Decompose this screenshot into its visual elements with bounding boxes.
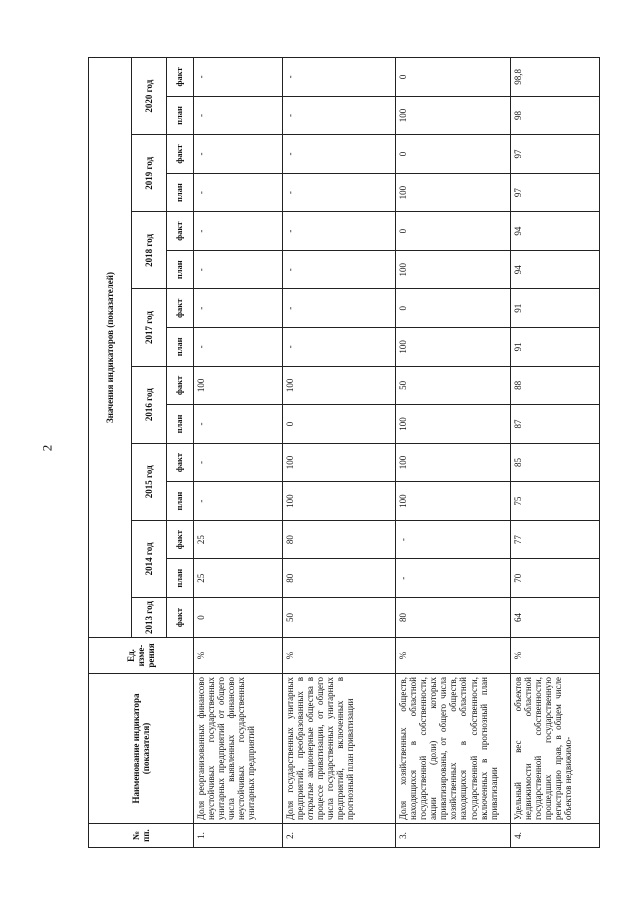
table-row [511, 58, 600, 848]
value-cell: 80 [283, 559, 396, 598]
label-fact: факт [167, 58, 194, 97]
value-cell: 98 [511, 96, 600, 135]
label-fact: факт [167, 135, 194, 174]
value-cell: - [283, 135, 396, 174]
label-plan: план [167, 250, 194, 289]
table-row [396, 58, 511, 848]
value-cell: 64 [511, 598, 600, 638]
header-values-group: Значения индикаторов (показателей) [89, 58, 132, 638]
label-plan: план [167, 405, 194, 444]
header-name: Наименование индикатора (показателя) [89, 674, 194, 824]
value-cell: 0 [283, 405, 396, 444]
value-cell: 0 [194, 598, 283, 638]
label-fact: факт [167, 598, 194, 638]
row-number: 1. [194, 824, 283, 848]
value-cell: 100 [283, 366, 396, 405]
value-cell: 50 [396, 366, 511, 405]
value-cell: 88 [511, 366, 600, 405]
value-cell: 94 [511, 212, 600, 251]
value-cell: 100 [283, 482, 396, 521]
row-number: 3. [396, 824, 511, 848]
year-2014: 2014 год [132, 520, 167, 597]
year-2015: 2015 год [132, 443, 167, 520]
table-row [283, 58, 396, 848]
value-cell: 97 [511, 173, 600, 212]
unit-cell: % [194, 638, 283, 674]
value-cell: 91 [511, 289, 600, 328]
indicator-name: Доля государственных унитарных предприятий, преобразованных в открытые акционерные общества в процессе приватизации, от общего числа государственных унитарных предприятий, включенных в прогнозный план приватизации [283, 674, 396, 824]
value-cell: - [194, 250, 283, 289]
value-cell: 0 [396, 289, 511, 328]
value-cell: 50 [283, 598, 396, 638]
value-cell: 100 [396, 250, 511, 289]
table-row [194, 58, 283, 848]
header-row [89, 58, 132, 848]
value-cell: - [283, 58, 396, 97]
year-2019: 2019 год [132, 135, 167, 212]
value-cell: - [283, 96, 396, 135]
value-cell: 98,8 [511, 58, 600, 97]
year-2017: 2017 год [132, 289, 167, 366]
value-cell: - [194, 482, 283, 521]
indicator-name: Удельный вес объектов недвижимости областной государственной собственности, прошедших государственную регистрацию прав, в общем числе объектов недвижимо- [511, 674, 600, 824]
value-cell: 100 [396, 96, 511, 135]
unit-cell: % [396, 638, 511, 674]
value-cell: - [194, 135, 283, 174]
value-cell: 97 [511, 135, 600, 174]
indicator-name: Доля хозяйственных обществ, находящихся в областной государственной собственности, акции (доли) которых приватизированы, от общего числа хозяйственных обществ, находящихся в областной государственной собственности, включенных в прогнозный план приватизации [396, 674, 511, 824]
value-cell: 25 [194, 559, 283, 598]
value-cell: - [283, 328, 396, 367]
value-cell: - [194, 173, 283, 212]
label-fact: факт [167, 520, 194, 559]
page-number: 2 [39, 444, 55, 452]
value-cell: 100 [396, 173, 511, 212]
unit-cell: % [511, 638, 600, 674]
value-cell: - [194, 405, 283, 444]
value-cell: - [283, 289, 396, 328]
indicators-table [88, 57, 600, 848]
row-number: 2. [283, 824, 396, 848]
value-cell: - [283, 212, 396, 251]
value-cell: - [194, 289, 283, 328]
year-2020: 2020 год [132, 58, 167, 135]
indicator-name: Доля реорганизованных финансово неустойчивых государственных унитарных предприятий от общего числа выявленных финансово неустойчивых государственных унитарных предприятий [194, 674, 283, 824]
value-cell: 0 [396, 135, 511, 174]
value-cell: 70 [511, 559, 600, 598]
value-cell: - [194, 96, 283, 135]
value-cell: - [396, 559, 511, 598]
value-cell: 80 [283, 520, 396, 559]
label-fact: факт [167, 212, 194, 251]
value-cell: 0 [396, 58, 511, 97]
unit-cell: % [283, 638, 396, 674]
header-no: № пп. [89, 824, 194, 848]
value-cell: 100 [396, 443, 511, 482]
label-fact: факт [167, 289, 194, 328]
label-plan: план [167, 559, 194, 598]
value-cell: - [194, 328, 283, 367]
value-cell: 87 [511, 405, 600, 444]
label-plan: план [167, 482, 194, 521]
value-cell: - [194, 58, 283, 97]
value-cell: 100 [194, 366, 283, 405]
value-cell: 0 [396, 212, 511, 251]
label-plan: план [167, 96, 194, 135]
year-2013: 2013 год [132, 598, 167, 638]
value-cell: 100 [396, 405, 511, 444]
header-unit: Ед. изме-рения [89, 638, 194, 674]
value-cell: - [283, 173, 396, 212]
label-fact: факт [167, 443, 194, 482]
label-plan: план [167, 328, 194, 367]
value-cell: - [283, 250, 396, 289]
value-cell: 75 [511, 482, 600, 521]
value-cell: 100 [283, 443, 396, 482]
year-2016: 2016 год [132, 366, 167, 443]
row-number: 4. [511, 824, 600, 848]
value-cell: 25 [194, 520, 283, 559]
value-cell: - [194, 443, 283, 482]
year-2018: 2018 год [132, 212, 167, 289]
label-fact: факт [167, 366, 194, 405]
value-cell: 85 [511, 443, 600, 482]
value-cell: - [396, 520, 511, 559]
rotated-table-frame [88, 58, 610, 848]
value-cell: 77 [511, 520, 600, 559]
value-cell: 100 [396, 482, 511, 521]
value-cell: 80 [396, 598, 511, 638]
label-plan: план [167, 173, 194, 212]
value-cell: 91 [511, 328, 600, 367]
value-cell: - [194, 212, 283, 251]
value-cell: 94 [511, 250, 600, 289]
value-cell: 100 [396, 328, 511, 367]
